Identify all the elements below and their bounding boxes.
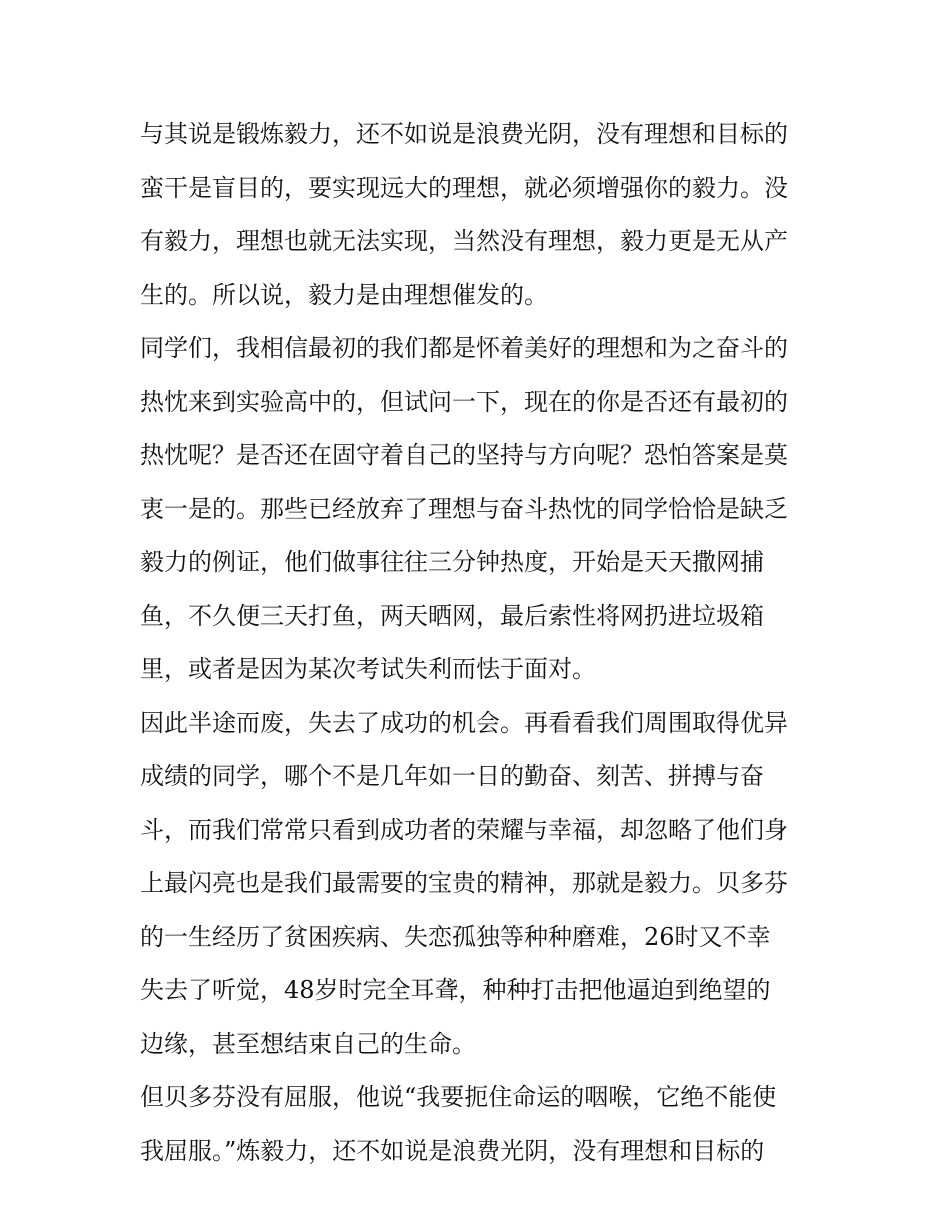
text-line: 但贝多芬没有屈服，他说“我要扼住命运的咽喉，它绝不能使 bbox=[140, 1083, 777, 1111]
text-line: 同学们，我相信最初的我们都是怀着美好的理想和为之奋斗的 bbox=[140, 334, 788, 362]
text-line: 毅力的例证，他们做事往往三分钟热度，开始是天天撒网捕 bbox=[140, 548, 764, 576]
text-line: 里，或者是因为某次考试失利而怯于面对。 bbox=[140, 655, 596, 683]
text-line: 生的。所以说，毅力是由理想催发的。 bbox=[140, 280, 548, 309]
text-line: 因此半途而废，失去了成功的机会。再看看我们周围取得优异 bbox=[140, 708, 788, 737]
text-line: 热忱呢？是否还在固守着自己的坚持与方向呢？恐怕答案是莫 bbox=[140, 441, 788, 469]
text-line: 边缘，甚至想结束自己的生命。 bbox=[140, 1029, 476, 1058]
text-line: 我屈服。”炼毅力，还不如说是浪费光阴，没有理想和目标的 bbox=[140, 1136, 765, 1165]
text-line: 热忱来到实验高中的，但试问一下，现在的你是否还有最初的 bbox=[140, 387, 788, 416]
text-line: 鱼，不久便三天打鱼，两天晒网，最后索性将网扔进垃圾箱 bbox=[140, 601, 764, 630]
text-line: 上最闪亮也是我们最需要的宝贵的精神，那就是毅力。贝多芬 bbox=[140, 869, 788, 897]
text-line: 的一生经历了贫困疾病、失恋孤独等种种磨难，26时又不幸 bbox=[140, 922, 771, 951]
text-line: 失去了听觉，48岁时完全耳聋，种种打击把他逼迫到绝望的 bbox=[140, 976, 771, 1004]
text-line: 与其说是锻炼毅力，还不如说是浪费光阴，没有理想和目标的 bbox=[140, 120, 788, 148]
text-line: 蛮干是盲目的，要实现远大的理想，就必须增强你的毅力。没 bbox=[140, 173, 788, 202]
text-line: 衷一是的。那些已经放弃了理想与奋斗热忱的同学恰恰是缺乏 bbox=[140, 494, 788, 523]
text-line: 有毅力，理想也就无法实现，当然没有理想，毅力更是无从产 bbox=[140, 227, 788, 255]
text-line: 斗，而我们常常只看到成功者的荣耀与幸福，却忽略了他们身 bbox=[140, 815, 788, 844]
document-body bbox=[140, 108, 820, 1178]
text-line: 成绩的同学，哪个不是几年如一日的勤奋、刻苦、拼搏与奋 bbox=[140, 762, 764, 790]
